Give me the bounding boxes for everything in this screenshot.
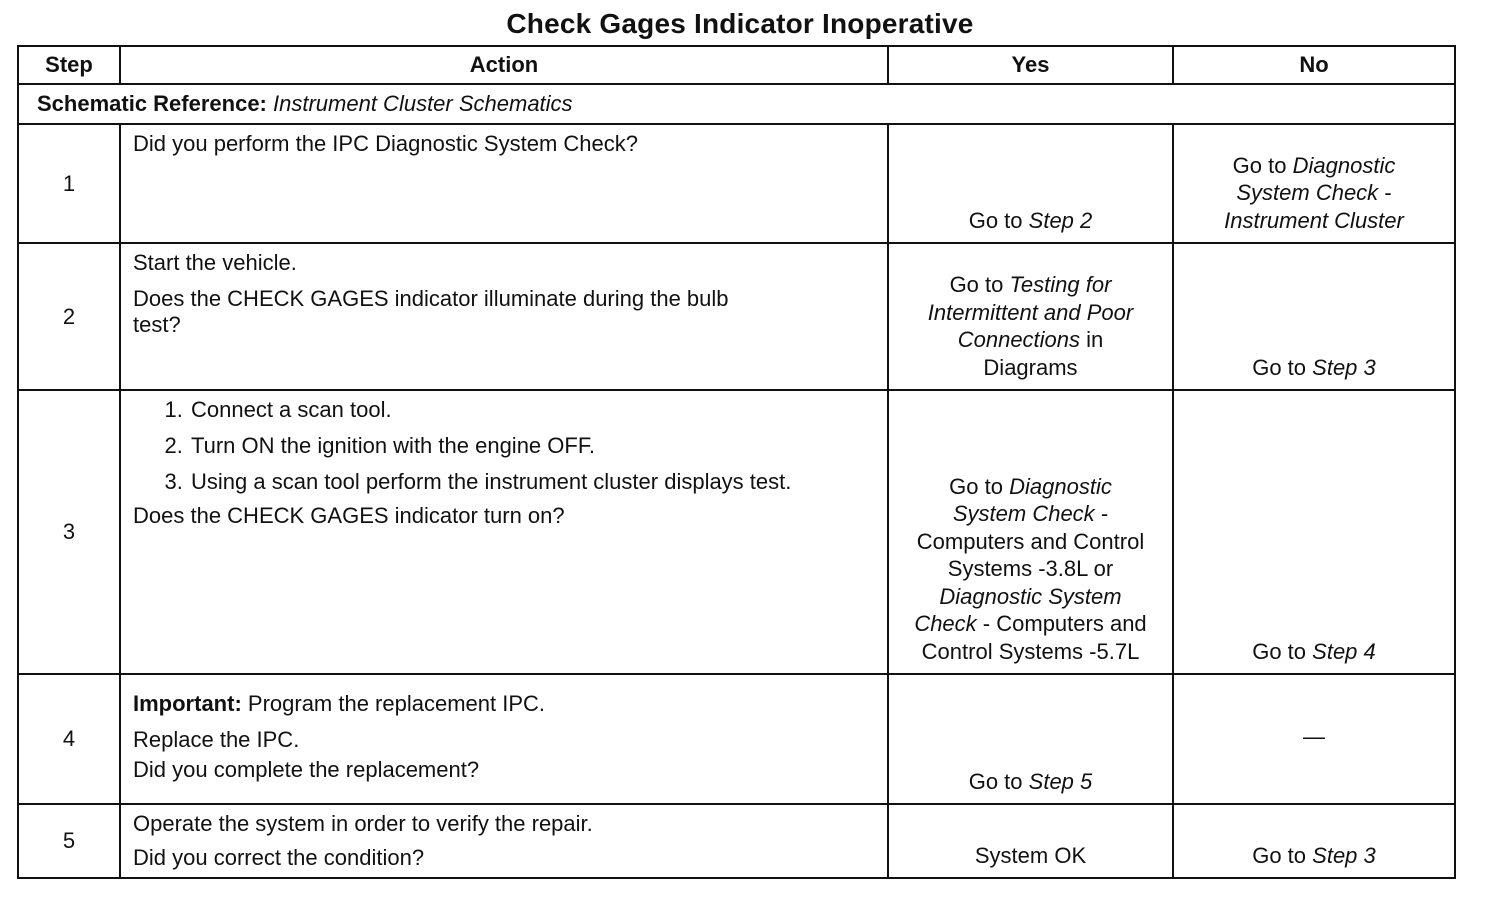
yes-cell: Go to Step 2 [888,124,1173,243]
yes-link[interactable]: Step 2 [1028,207,1093,233]
header-no: No [1173,46,1455,84]
yes-link[interactable]: Diagnostic System [939,583,1122,609]
action-text: Start the vehicle. [133,250,297,275]
list-item: 3. Using a scan tool perform the instrument cluster displays test. [189,469,875,495]
step-number: 5 [18,804,120,878]
yes-link[interactable]: Check [914,611,977,636]
important-note: Important: Program the replacement IPC. [133,691,546,716]
action-cell [120,674,888,804]
schematic-reference-link[interactable]: Instrument Cluster Schematics [273,91,573,116]
no-link[interactable]: Step 3 [1312,842,1376,868]
action-text: Does the CHECK GAGES indicator illuminate during the bulb test? [133,286,729,337]
table-row [18,390,1455,674]
action-text: Did you correct the condition? [133,845,425,870]
step-number: 4 [18,674,120,804]
header-yes: Yes [888,46,1173,84]
no-cell [1173,674,1455,804]
action-text: Does the CHECK GAGES indicator turn on? [133,503,565,528]
yes-link[interactable]: Testing for [1009,272,1112,297]
action-cell [120,124,888,243]
table-row [18,124,1455,243]
list-item: 1. Connect a scan tool. [189,397,875,423]
no-link[interactable]: Step 3 [1312,354,1376,380]
yes-link[interactable]: System Check [952,501,1095,526]
substep-list [133,397,875,495]
no-dash: — [1303,724,1325,750]
no-cell: Go to Diagnostic System Check - Instrument Cluster [1173,124,1455,243]
step-number: 3 [18,390,120,674]
action-cell [120,804,888,878]
yes-link[interactable]: Step 5 [1028,768,1093,794]
no-cell: Go to Step 4 [1173,390,1455,674]
step-number: 1 [18,124,120,243]
header-row [18,46,1455,84]
table-row [18,674,1455,804]
action-text: Replace the IPC. [133,727,300,752]
header-step: Step [18,46,120,84]
step-number: 2 [18,243,120,390]
table-row [18,804,1455,878]
list-item: 2. Turn ON the ignition with the engine OFF. [189,433,875,459]
no-link[interactable]: Instrument Cluster [1224,207,1404,233]
yes-link[interactable]: Intermittent and Poor [927,299,1134,325]
yes-cell: System OK [888,804,1173,878]
diagnostic-table [17,45,1456,879]
important-label: Important: [133,691,242,716]
action-text: Did you complete the replacement? [133,757,480,782]
action-text: Did you perform the IPC Diagnostic System Check? [133,131,638,156]
action-cell [120,390,888,674]
yes-link[interactable]: Diagnostic [1009,473,1112,499]
schematic-reference-row [18,84,1455,124]
yes-link[interactable]: Connections [957,327,1081,352]
schematic-reference-label: Schematic Reference: [37,91,267,116]
no-link[interactable]: System Check [1236,180,1379,205]
page-title: Check Gages Indicator Inoperative [506,8,974,39]
no-link[interactable]: Diagnostic [1292,152,1396,178]
action-cell [120,243,888,390]
no-cell: Go to Step 3 [1173,804,1455,878]
no-cell: Go to Step 3 [1173,243,1455,390]
action-text: Operate the system in order to verify the repair. [133,811,593,836]
no-link[interactable]: Step 4 [1312,638,1376,664]
schematic-reference [18,84,1455,124]
table-row [18,243,1455,390]
yes-cell: Go to Testing for Intermittent and Poor Connections in Diagrams [888,243,1173,390]
yes-cell: Go to Diagnostic System Check - Computers and Control Systems -3.8L or Diagnostic System Check - Computers and Control Systems -5.7L [888,390,1173,674]
header-action: Action [120,46,888,84]
yes-cell: Go to Step 5 [888,674,1173,804]
